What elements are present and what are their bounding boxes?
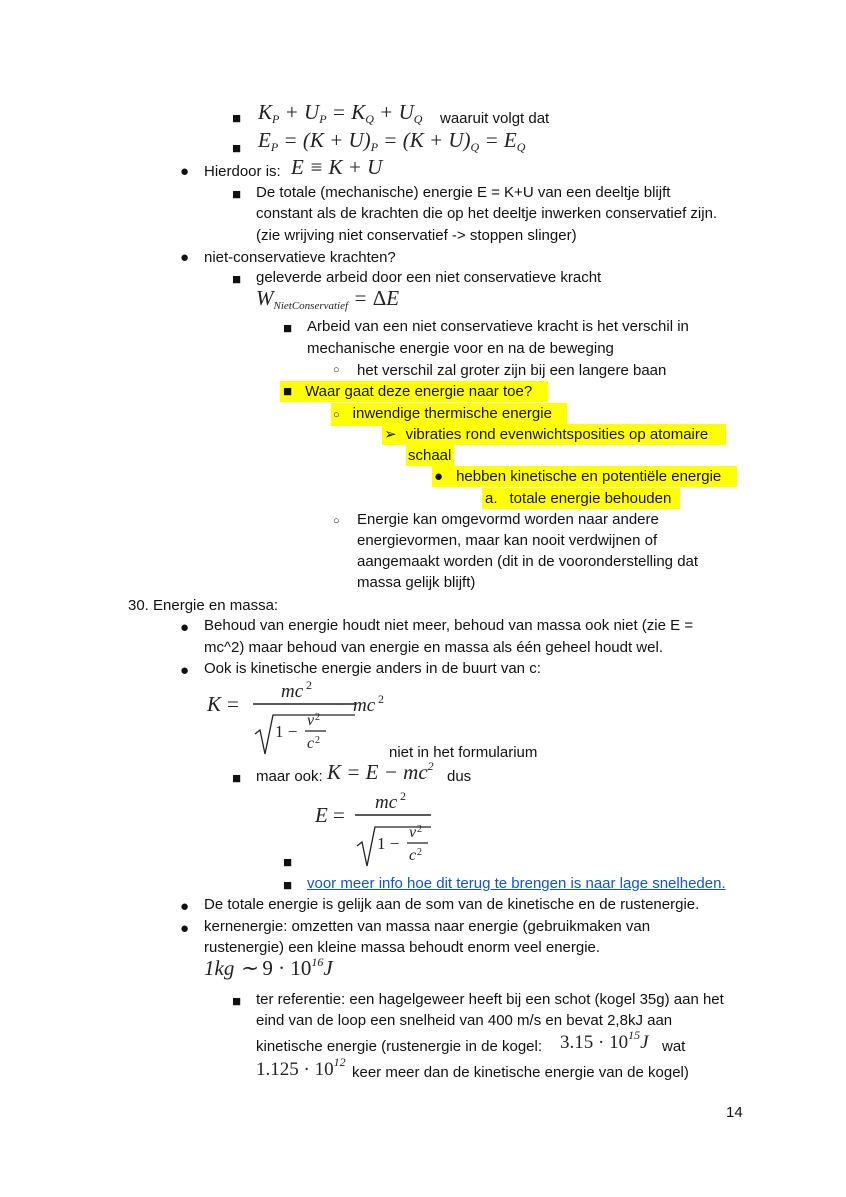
svg-text:2: 2 bbox=[417, 847, 422, 858]
text-line: totale energie behouden bbox=[509, 490, 672, 507]
mass-energy-formula: 1kg ∼ $9 \cdot 10^{16}J$ bbox=[204, 955, 333, 980]
text-line: niet in het formularium bbox=[389, 744, 538, 761]
equation-1-suffix: waaruit volgt dat bbox=[440, 110, 550, 127]
text-line: energievormen, maar kan nooit verdwijnen of bbox=[357, 532, 658, 549]
text-line: rustenergie) een kleine massa behoudt enorm veel energie. bbox=[204, 939, 601, 956]
round-bullet-icon: ● bbox=[434, 468, 444, 485]
square-bullet-icon: ■ bbox=[283, 383, 293, 400]
highlighted-item bbox=[482, 488, 680, 509]
square-bullet-icon: ■ bbox=[232, 186, 242, 203]
relativistic-energy-formula bbox=[313, 790, 443, 874]
square-bullet-icon: ■ bbox=[232, 140, 242, 157]
text-line: vibraties rond evenwichtsposities op atomaire bbox=[405, 426, 709, 443]
square-bullet-icon: ■ bbox=[232, 271, 242, 288]
svg-text:c: c bbox=[409, 847, 417, 864]
text-line: mechanische energie voor en na de beweging bbox=[307, 340, 614, 357]
highlighted-item bbox=[432, 466, 737, 487]
text-line: maar ook: bbox=[256, 768, 323, 785]
page-number: 14 bbox=[726, 1104, 743, 1121]
svg-text:c: c bbox=[307, 735, 315, 752]
text-line: (zie wrijving niet conservatief -> stoppen slinger) bbox=[256, 227, 577, 244]
text-line: wat bbox=[662, 1038, 686, 1055]
square-bullet-icon: ■ bbox=[283, 854, 293, 871]
svg-text:−: − bbox=[333, 692, 345, 716]
text-line: Energie kan omgevormd worden naar andere bbox=[357, 511, 659, 528]
square-bullet-icon: ■ bbox=[283, 320, 293, 337]
rest-energy-value: $3.15 \cdot 10^{15}J$ bbox=[560, 1028, 649, 1053]
text-line: het verschil zal groter zijn bij een langere baan bbox=[357, 362, 667, 379]
hollow-bullet-icon: ○ bbox=[333, 364, 340, 376]
square-bullet-icon: ■ bbox=[232, 993, 242, 1010]
highlighted-item bbox=[382, 424, 726, 445]
square-bullet-icon: ■ bbox=[283, 877, 293, 894]
svg-text:v: v bbox=[409, 824, 417, 841]
section-heading: 30. Energie en massa: bbox=[128, 597, 279, 614]
round-bullet-icon: ● bbox=[180, 662, 190, 679]
text-line: eind van de loop een snelheid van 400 m/s en bevat 2,8kJ aan bbox=[256, 1012, 673, 1029]
ratio-value: $1.125 \cdot 10^{12}$ bbox=[256, 1055, 346, 1080]
round-bullet-icon: ● bbox=[180, 249, 190, 266]
text-line: De totale (mechanische) energie E = K+U van een deeltje blijft bbox=[256, 184, 671, 201]
text-line: geleverde arbeid door een niet conservatieve kracht bbox=[256, 269, 602, 286]
hollow-bullet-icon: ○ bbox=[333, 409, 340, 421]
hollow-bullet-icon: ○ bbox=[333, 515, 340, 527]
svg-text:2: 2 bbox=[306, 678, 312, 692]
arrowhead-bullet-icon: ➢ bbox=[384, 426, 397, 443]
highlighted-item bbox=[331, 403, 567, 426]
hierdoor-label: Hierdoor is: bbox=[204, 163, 281, 180]
text-line: mc^2) maar behoud van energie en massa als één geheel houdt wel. bbox=[204, 639, 663, 656]
list-marker: a. bbox=[485, 490, 498, 507]
svg-text:mc: mc bbox=[281, 681, 304, 702]
text-line: keer meer dan de kinetische energie van de kogel) bbox=[352, 1064, 689, 1081]
text-line: Behoud van energie houdt niet meer, behoud van massa ook niet (zie E = bbox=[204, 617, 694, 634]
svg-text:=: = bbox=[333, 803, 345, 827]
square-bullet-icon: ■ bbox=[232, 770, 242, 787]
square-bullet-icon: ■ bbox=[232, 110, 242, 127]
text-line: ter referentie: een hagelgeweer heeft bij een schot (kogel 35g) aan het bbox=[256, 991, 724, 1008]
svg-text:2: 2 bbox=[417, 824, 422, 835]
svg-text:v: v bbox=[307, 712, 315, 729]
svg-text:mc: mc bbox=[375, 792, 398, 813]
round-bullet-icon: ● bbox=[180, 898, 190, 915]
kinetic-rest-formula: $K = E - mc^2$ bbox=[327, 759, 434, 784]
svg-text:E: E bbox=[315, 803, 328, 827]
svg-text:2: 2 bbox=[378, 692, 384, 706]
text-line: kinetische energie (rustenergie in de kogel: bbox=[256, 1038, 543, 1055]
round-bullet-icon: ● bbox=[180, 920, 190, 937]
work-nonconservative-formula: $W_{NietConservatief} = \Delta E$ bbox=[256, 286, 400, 312]
text-line: aangemaakt worden (dit in de vooronderstelling dat bbox=[357, 553, 699, 570]
text-line: inwendige thermische energie bbox=[352, 405, 552, 422]
text-line: niet-conservatieve krachten? bbox=[204, 249, 396, 266]
svg-text:2: 2 bbox=[400, 789, 406, 803]
svg-text:1 −: 1 − bbox=[377, 834, 400, 853]
text-line: Ook is kinetische energie anders in de buurt van c: bbox=[204, 660, 541, 677]
svg-text:K: K bbox=[207, 692, 222, 716]
svg-text:1 −: 1 − bbox=[275, 722, 298, 741]
energy-equation-2: $E_P = (K + U)_P = (K + U)_Q = E_Q$ bbox=[258, 128, 526, 154]
round-bullet-icon: ● bbox=[180, 619, 190, 636]
text-line: De totale energie is gelijk aan de som van de kinetische en de rustenergie. bbox=[204, 896, 700, 913]
highlighted-question bbox=[280, 381, 548, 402]
svg-text:2: 2 bbox=[315, 735, 320, 746]
text-line: kernenergie: omzetten van massa naar energie (gebruikmaken van bbox=[204, 918, 651, 935]
text-line: Waar gaat deze energie naar toe? bbox=[305, 383, 533, 400]
text-line: dus bbox=[447, 768, 472, 785]
text-line: Arbeid van een niet conservatieve kracht is het verschil in bbox=[307, 318, 689, 335]
text-line: schaal bbox=[408, 447, 452, 464]
highlighted-item bbox=[406, 445, 454, 466]
svg-text:2: 2 bbox=[315, 712, 320, 723]
relativistic-kinetic-formula bbox=[205, 678, 395, 762]
text-line: constant als de krachten die op het deeltje inwerken conservatief zijn. bbox=[256, 205, 718, 222]
text-line: massa gelijk blijft) bbox=[357, 574, 476, 591]
svg-text:=: = bbox=[227, 692, 239, 716]
text-line: hebben kinetische en potentiële energie bbox=[456, 468, 722, 485]
svg-text:mc: mc bbox=[353, 695, 376, 716]
round-bullet-icon: ● bbox=[180, 163, 190, 180]
energy-equation-1: $K_P + U_P = K_Q + U_Q$ bbox=[258, 100, 423, 126]
energy-definition-formula: E ≡ K + U bbox=[291, 155, 383, 179]
more-info-link[interactable]: voor meer info hoe dit terug te brengen is naar lage snelheden. bbox=[307, 875, 726, 892]
